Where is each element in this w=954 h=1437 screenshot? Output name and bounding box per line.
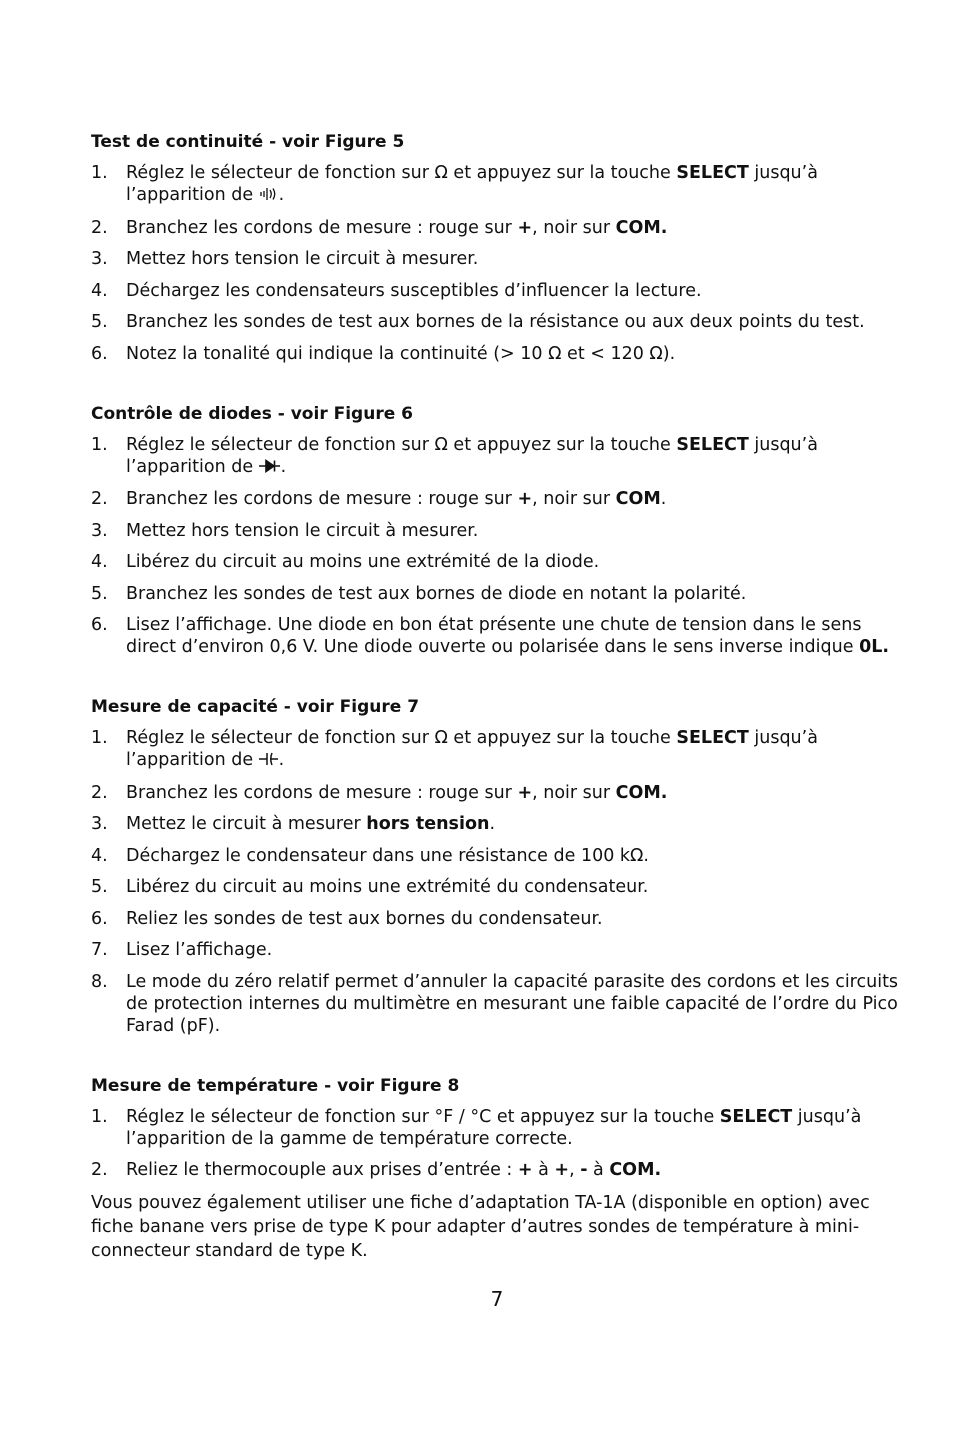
step-text: à bbox=[532, 1160, 555, 1180]
step-text: Branchez les sondes de test aux bornes de diode en notant la polarité. bbox=[126, 583, 747, 604]
step-text: . bbox=[278, 185, 285, 205]
step-item bbox=[91, 1106, 911, 1150]
section-heading: Mesure de température - voir Figure 8 bbox=[91, 1075, 460, 1096]
continuity-sound-icon bbox=[259, 185, 279, 207]
step-text: jusqu’à l’apparition de la gamme de température correcte. bbox=[126, 1106, 862, 1149]
emphasis-text: hors tension bbox=[366, 814, 490, 834]
step-text: Reliez les sondes de test aux bornes du condensateur. bbox=[126, 908, 603, 929]
step-number: 1. bbox=[91, 728, 108, 748]
step-text: Reliez le thermocouple aux prises d’entrée : bbox=[126, 1160, 518, 1180]
emphasis-text: SELECT bbox=[719, 1106, 793, 1127]
emphasis-text: + bbox=[554, 1160, 570, 1180]
step-text: Réglez le sélecteur de fonction sur Ω et appuyez sur la touche bbox=[126, 728, 677, 748]
step-text: Branchez les cordons de mesure : rouge sur bbox=[126, 782, 518, 803]
step-item bbox=[91, 908, 911, 930]
step-text: , bbox=[569, 1160, 581, 1180]
step-item bbox=[91, 845, 911, 867]
emphasis-text: 0L. bbox=[859, 637, 890, 657]
emphasis-text: + bbox=[517, 489, 533, 509]
step-text: Le mode du zéro relatif permet d’annuler la capacité parasite des cordons et les circuits de protection internes du multimètre en mesurant une faible capacité de l’ordre du Pico Farad (pF). bbox=[126, 971, 899, 1036]
step-text: Lisez l’affichage. bbox=[126, 940, 273, 960]
step-item bbox=[91, 162, 911, 207]
step-text: Libérez du circuit au moins une extrémité de la diode. bbox=[126, 552, 600, 572]
step-number: 8. bbox=[91, 971, 108, 992]
step-number: 1. bbox=[91, 1106, 108, 1127]
step-item bbox=[91, 614, 911, 658]
page-number: 7 bbox=[490, 1287, 504, 1311]
emphasis-text: COM bbox=[615, 489, 661, 509]
step-item bbox=[91, 280, 911, 302]
step-text: Libérez du circuit au moins une extrémité du condensateur. bbox=[126, 877, 649, 897]
step-number: 6. bbox=[91, 615, 108, 635]
emphasis-text: - bbox=[580, 1160, 588, 1180]
step-item bbox=[91, 248, 911, 270]
step-item bbox=[91, 971, 911, 1037]
section-capacitance bbox=[91, 696, 911, 1037]
step-text: , noir sur bbox=[532, 489, 616, 509]
emphasis-text: SELECT bbox=[676, 163, 749, 183]
step-number: 5. bbox=[91, 877, 108, 897]
emphasis-text: COM. bbox=[615, 782, 668, 803]
step-text: Mettez le circuit à mesurer bbox=[126, 814, 367, 834]
emphasis-text: + bbox=[517, 1160, 533, 1180]
step-text: , noir sur bbox=[532, 782, 616, 803]
step-number: 7. bbox=[91, 940, 108, 960]
step-number: 2. bbox=[91, 1160, 108, 1180]
step-number: 6. bbox=[91, 343, 108, 364]
step-text: . bbox=[489, 814, 496, 834]
step-item bbox=[91, 343, 911, 365]
step-item bbox=[91, 520, 911, 542]
step-number: 4. bbox=[91, 280, 108, 301]
step-text: à bbox=[587, 1160, 610, 1180]
step-number: 2. bbox=[91, 489, 108, 509]
step-number: 3. bbox=[91, 520, 108, 541]
step-item bbox=[91, 311, 911, 333]
step-list bbox=[91, 1106, 911, 1182]
step-text: . bbox=[280, 456, 287, 477]
step-text: Réglez le sélecteur de fonction sur Ω et appuyez sur la touche bbox=[126, 434, 677, 455]
step-item bbox=[91, 551, 911, 573]
emphasis-text: SELECT bbox=[676, 728, 749, 748]
step-item bbox=[91, 876, 911, 898]
step-list bbox=[91, 434, 911, 659]
step-item bbox=[91, 583, 911, 605]
step-text: jusqu’à l’apparition de bbox=[126, 434, 818, 477]
step-text: Mettez hors tension le circuit à mesurer. bbox=[126, 249, 479, 269]
step-number: 5. bbox=[91, 312, 108, 332]
section-diodes bbox=[91, 403, 911, 659]
step-text: jusqu’à l’apparition de bbox=[126, 163, 818, 205]
section-heading: Mesure de capacité - voir Figure 7 bbox=[91, 697, 420, 717]
step-item bbox=[91, 727, 911, 772]
step-text: Réglez le sélecteur de fonction sur °F / °C et appuyez sur la touche bbox=[126, 1106, 720, 1127]
step-text: Branchez les cordons de mesure : rouge sur bbox=[126, 217, 518, 238]
step-item bbox=[91, 434, 911, 479]
step-list bbox=[91, 162, 911, 365]
step-item bbox=[91, 1159, 911, 1181]
step-text: Lisez l’affichage. Une diode en bon état présente une chute de tension dans le sens direct d’environ 0,6 V. Une diode ouverte ou polarisée dans le sens inverse indique bbox=[126, 615, 862, 657]
step-number: 4. bbox=[91, 552, 108, 572]
step-item bbox=[91, 939, 911, 961]
step-number: 3. bbox=[91, 814, 108, 834]
step-text: Déchargez le condensateur dans une résistance de 100 kΩ. bbox=[126, 845, 649, 866]
capacitor-icon bbox=[259, 750, 279, 772]
step-item bbox=[91, 813, 911, 835]
document-body bbox=[91, 131, 911, 1263]
emphasis-text: + bbox=[517, 217, 533, 238]
step-number: 1. bbox=[91, 434, 108, 455]
step-text: Mettez hors tension le circuit à mesurer. bbox=[126, 520, 479, 541]
diode-icon bbox=[259, 457, 281, 479]
step-item bbox=[91, 488, 911, 510]
step-text: jusqu’à l’apparition de bbox=[126, 728, 818, 770]
section-continuity bbox=[91, 131, 911, 365]
step-number: 2. bbox=[91, 217, 108, 238]
step-item bbox=[91, 782, 911, 804]
step-number: 1. bbox=[91, 163, 108, 183]
adapter-note: Vous pouvez également utiliser une fiche d’adaptation TA-1A (disponible en option) avec fiche banane vers prise de type K pour adapter d’autres sondes de température à mini-connecteur standard de type K. bbox=[91, 1192, 870, 1261]
step-number: 6. bbox=[91, 908, 108, 929]
step-number: 4. bbox=[91, 845, 108, 866]
step-number: 2. bbox=[91, 782, 108, 803]
step-number: 3. bbox=[91, 249, 108, 269]
section-heading: Test de continuité - voir Figure 5 bbox=[91, 132, 405, 152]
step-item bbox=[91, 217, 911, 239]
emphasis-text: SELECT bbox=[676, 434, 749, 455]
step-text: . bbox=[278, 750, 285, 770]
step-text: . bbox=[660, 489, 667, 509]
step-list bbox=[91, 727, 911, 1037]
step-text: Branchez les sondes de test aux bornes de la résistance ou aux deux points du test. bbox=[126, 312, 865, 332]
section-temperature bbox=[91, 1075, 911, 1263]
step-text: Réglez le sélecteur de fonction sur Ω et appuyez sur la touche bbox=[126, 163, 677, 183]
emphasis-text: + bbox=[517, 782, 533, 803]
step-number: 5. bbox=[91, 583, 108, 604]
step-text: Branchez les cordons de mesure : rouge sur bbox=[126, 489, 518, 509]
emphasis-text: COM. bbox=[609, 1160, 662, 1180]
step-text: Déchargez les condensateurs susceptibles d’influencer la lecture. bbox=[126, 280, 702, 301]
section-heading: Contrôle de diodes - voir Figure 6 bbox=[91, 403, 413, 424]
step-text: , noir sur bbox=[532, 217, 616, 238]
step-text: Notez la tonalité qui indique la continuité (> 10 Ω et < 120 Ω). bbox=[126, 343, 676, 364]
emphasis-text: COM. bbox=[615, 217, 668, 238]
